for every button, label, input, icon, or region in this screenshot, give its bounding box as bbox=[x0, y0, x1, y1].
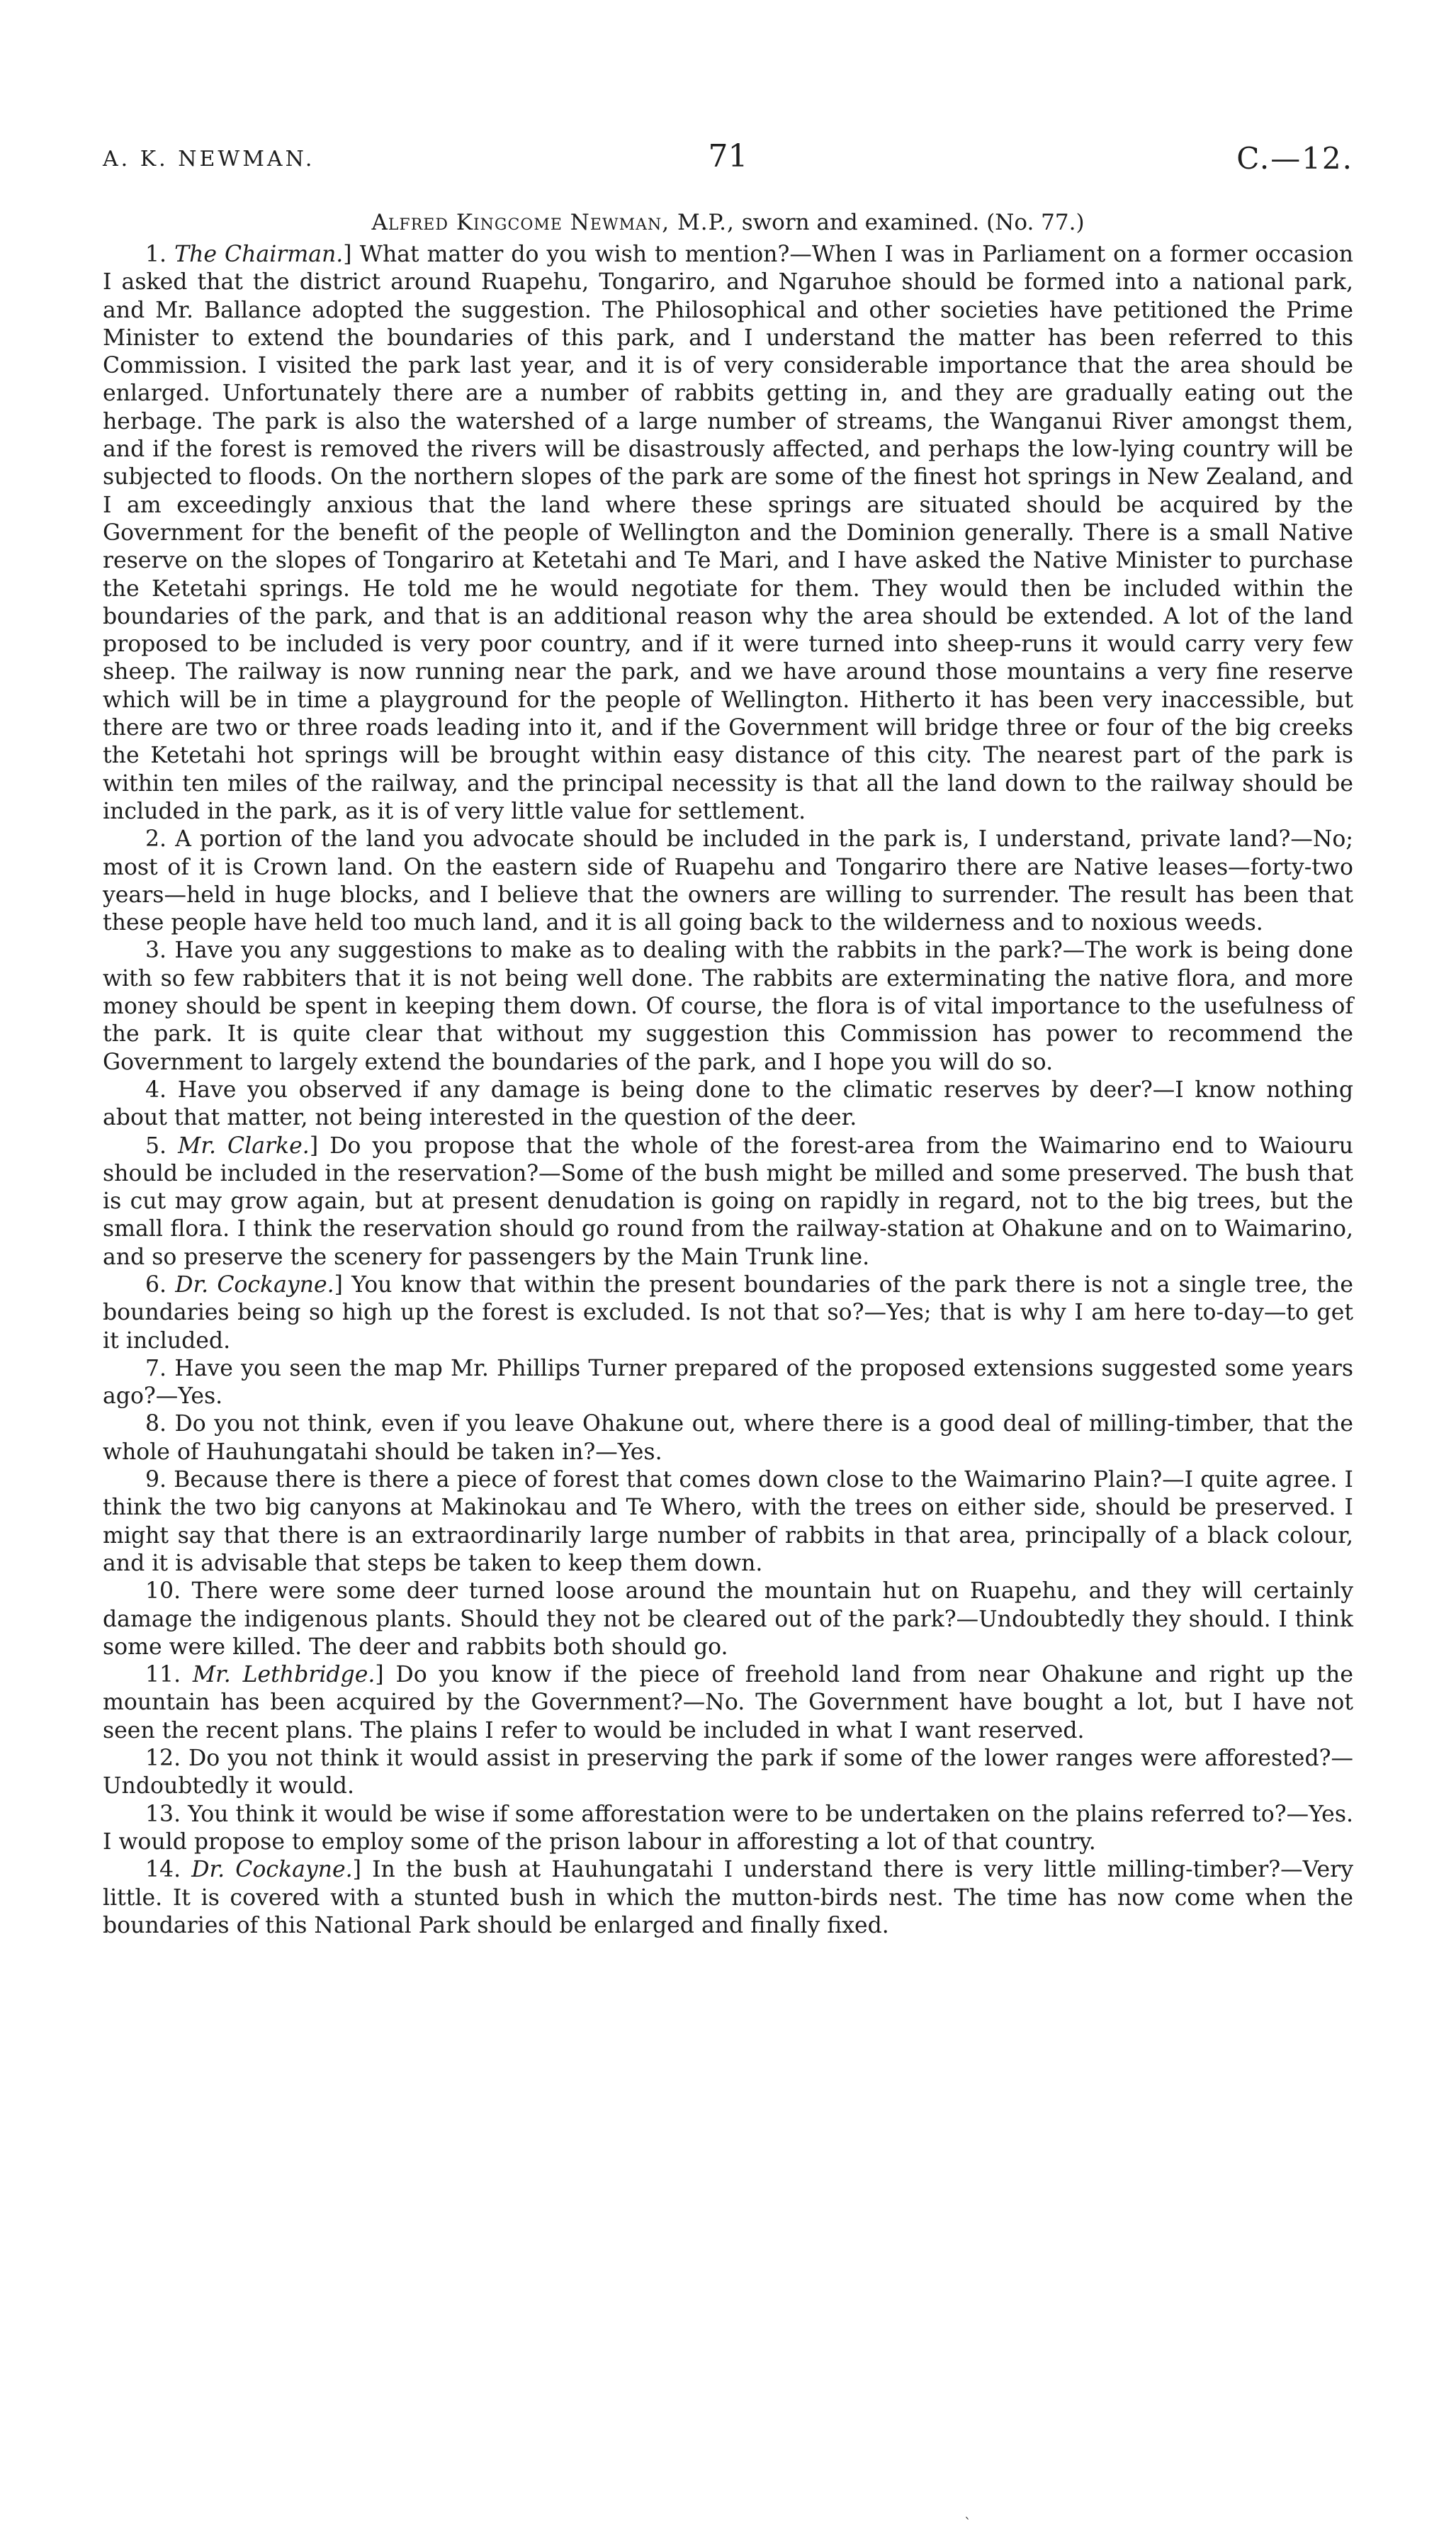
question-paragraph bbox=[103, 1661, 1353, 1745]
question-answer-text: Do you know if the piece of freehold land from near Ohakune and right up the mountain has been acquired by the Government?—No. The Government have bought a lot, but I have not seen the recent plans. The plains I refer to would be included in what I want reserved. bbox=[103, 1662, 1353, 1743]
evidence-text bbox=[103, 241, 1353, 1940]
witness-heading bbox=[103, 207, 1353, 238]
question-number: 12. bbox=[145, 1746, 181, 1772]
page-number: 71 bbox=[708, 138, 748, 174]
question-answer-text: Have you any suggestions to make as to dealing with the rabbits in the park?—The work is being done with so few rabbiters that it is not being well done. The rabbits are exterminating the native flora, and more money should be spent in keeping them down. Of course, the flora is of vital importance to the usefulness of the park. It is quite clear that without my suggestion this Commission has power to recommend the Government to largely extend the boundaries of the park, and I hope you will do so. bbox=[103, 938, 1354, 1075]
evidence-number: (No. 77.) bbox=[986, 210, 1085, 235]
question-paragraph bbox=[103, 1077, 1353, 1133]
question-number: 2. bbox=[145, 826, 167, 853]
witness-status: sworn and examined. bbox=[741, 210, 980, 235]
question-number: 8. bbox=[145, 1411, 167, 1437]
speaker-name: Mr. Clarke. bbox=[178, 1133, 310, 1159]
question-answer-text: In the bush at Hauhungatahi I understand there is very little milling-timber?—Very little. It is covered with a stunted bush in which the mutton-birds nest. The time has now come when the boundaries of this National Park should be enlarged and finally fixed. bbox=[103, 1857, 1353, 1938]
question-answer-text: A portion of the land you advocate should be included in the park is, I understand, private land?—No; most of it is Crown land. On the eastern side of Ruapehu and Tongariro there are Native leases—forty-two years—held in huge blocks, and I believe that the owners are willing to surrender. The result has been that these people have held too much land, and it is all going back to the wilderness and to noxious weeds. bbox=[103, 826, 1353, 936]
speaker-name: Mr. Lethbridge. bbox=[192, 1662, 376, 1688]
question-paragraph bbox=[103, 1410, 1353, 1466]
question-answer-text: Do you not think it would assist in preserving the park if some of the lower ranges were afforested?—Undoubtedly it would. bbox=[103, 1746, 1353, 1799]
stray-mark: ` bbox=[964, 2515, 971, 2532]
question-paragraph bbox=[103, 1466, 1353, 1578]
question-paragraph bbox=[103, 1578, 1353, 1661]
question-paragraph bbox=[103, 1133, 1353, 1271]
question-answer-text: There were some deer turned loose around the mountain hut on Ruapehu, and they will certainly damage the indigenous plants. Should they not be cleared out of the park?—Undoubtedly they should. I think some were killed. The deer and rabbits both should go. bbox=[103, 1578, 1353, 1660]
question-number: 6. bbox=[145, 1271, 167, 1298]
question-paragraph bbox=[103, 1856, 1353, 1940]
witness-name: Alfred Kingcome Newman, M.P., bbox=[371, 210, 735, 235]
question-number: 5. bbox=[145, 1133, 167, 1159]
question-paragraph bbox=[103, 1355, 1353, 1411]
question-number: 3. bbox=[145, 938, 167, 964]
speaker-bracket: ] bbox=[309, 1133, 330, 1159]
question-answer-text: Do you propose that the whole of the forest-area from the Waimarino end to Waiouru should be included in the reservation?—Some of the bush might be milled and some preserved. The bush that is cut may grow again, but at present denudation is going on rapidly in regard, not to the big trees, but the small flora. I think the reservation should go round from the railway-station at Ohakune and on to Waimarino, and so preserve the scenery for passengers by the Main Trunk line. bbox=[103, 1133, 1353, 1270]
question-answer-text: Because there is there a piece of forest that comes down close to the Waimarino Plain?—I quite agree. I think the two big canyons at Makinokau and Te Whero, with the trees on either side, should be preserved. I might say that there is an extraordinarily large number of rabbits in that area, principally of a black colour, and it is advisable that steps be taken to keep them down. bbox=[103, 1467, 1353, 1576]
question-paragraph bbox=[103, 826, 1353, 937]
question-number: 7. bbox=[145, 1355, 167, 1381]
question-number: 13. bbox=[145, 1801, 181, 1827]
speaker-name: Dr. Cockayne. bbox=[191, 1857, 353, 1883]
speaker-bracket: ] bbox=[343, 242, 360, 267]
question-number: 11. bbox=[145, 1662, 181, 1688]
header-author: A. K. NEWMAN. bbox=[103, 147, 315, 172]
speaker-name: The Chairman. bbox=[174, 242, 344, 267]
question-number: 1. bbox=[145, 242, 167, 267]
question-answer-text: Have you seen the map Mr. Phillips Turner prepared of the proposed extensions suggested some years ago?—Yes. bbox=[103, 1355, 1354, 1410]
header-paper-code: C.—12. bbox=[1236, 141, 1353, 176]
speaker-bracket: ] bbox=[352, 1857, 373, 1883]
question-answer-text: What matter do you wish to mention?—When I was in Parliament on a former occasion I asked that the district around Ruapehu, Tongariro, and Ngaruhoe should be formed into a national park, and Mr. Ballance adopted the suggestion. The Philosophical and other societies have petitioned the Prime Minister to extend the boundaries of this park, and I understand the matter has been referred to this Commission. I visited the park last year, and it is of very considerable importance that the area should be enlarged. Unfortunately there are a number of rabbits getting in, and they are gradually eating out the herbage. The park is also the watershed of a large number of streams, the Wanganui River amongst them, and if the forest is removed the rivers will be disastrously affected, and perhaps the low-lying country will be subjected to floods. On the northern slopes of the park are some of the finest hot springs in New Zealand, and I am exceedingly anxious that the land where these springs are situated should be acquired by the Government for the benefit of the people of Wellington and the Dominion generally. There is a small Native reserve on the slopes of Tongariro at Ketetahi and Te Mari, and I have asked the Native Minister to purchase the Ketetahi springs. He told me he would negotiate for them. They would then be included within the boundaries of the park, and that is an additional reason why the area should be extended. A lot of the land proposed to be included is very poor country, and if it were turned into sheep-runs it would carry very few sheep. The railway is now running near the park, and we have around those mountains a very fine reserve which will be in time a playground for the people of Wellington. Hitherto it has been very inaccessible, but there are two or three roads leading into it, and if the Government will bridge three or four of the big creeks the Ketetahi hot springs will be brought within easy distance of this city. The nearest part of the park is within ten miles of the railway, and the principal necessity is that all the land down to the railway should be included in the park, as it is of very little value for settlement. bbox=[103, 242, 1353, 824]
speaker-bracket: ] bbox=[334, 1271, 352, 1298]
question-answer-text: Do you not think, even if you leave Ohakune out, where there is a good deal of milling-timber, that the whole of Hauhungatahi should be taken in?—Yes. bbox=[103, 1411, 1353, 1465]
question-answer-text: Have you observed if any damage is being done to the climatic reserves by deer?—I know nothing about that matter, not being interested in the question of the deer. bbox=[103, 1077, 1353, 1131]
question-paragraph bbox=[103, 241, 1353, 826]
question-paragraph bbox=[103, 937, 1353, 1076]
question-paragraph bbox=[103, 1801, 1353, 1857]
speaker-bracket: ] bbox=[375, 1662, 396, 1688]
question-paragraph bbox=[103, 1271, 1353, 1355]
running-header bbox=[103, 138, 1353, 181]
question-number: 10. bbox=[145, 1578, 181, 1605]
question-answer-text: You know that within the present boundaries of the park there is not a single tree, the boundaries being so high up the forest is excluded. Is not that so?—Yes; that is why I am here to-day—to get it included. bbox=[103, 1271, 1353, 1354]
question-paragraph bbox=[103, 1745, 1353, 1801]
question-number: 9. bbox=[145, 1467, 167, 1493]
question-answer-text: You think it would be wise if some afforestation were to be undertaken on the plains referred to?—Yes. I would propose to employ some of the prison labour in afforesting a lot of that country. bbox=[103, 1801, 1353, 1855]
speaker-name: Dr. Cockayne. bbox=[175, 1271, 334, 1298]
question-number: 14. bbox=[145, 1857, 181, 1883]
question-number: 4. bbox=[145, 1077, 167, 1103]
